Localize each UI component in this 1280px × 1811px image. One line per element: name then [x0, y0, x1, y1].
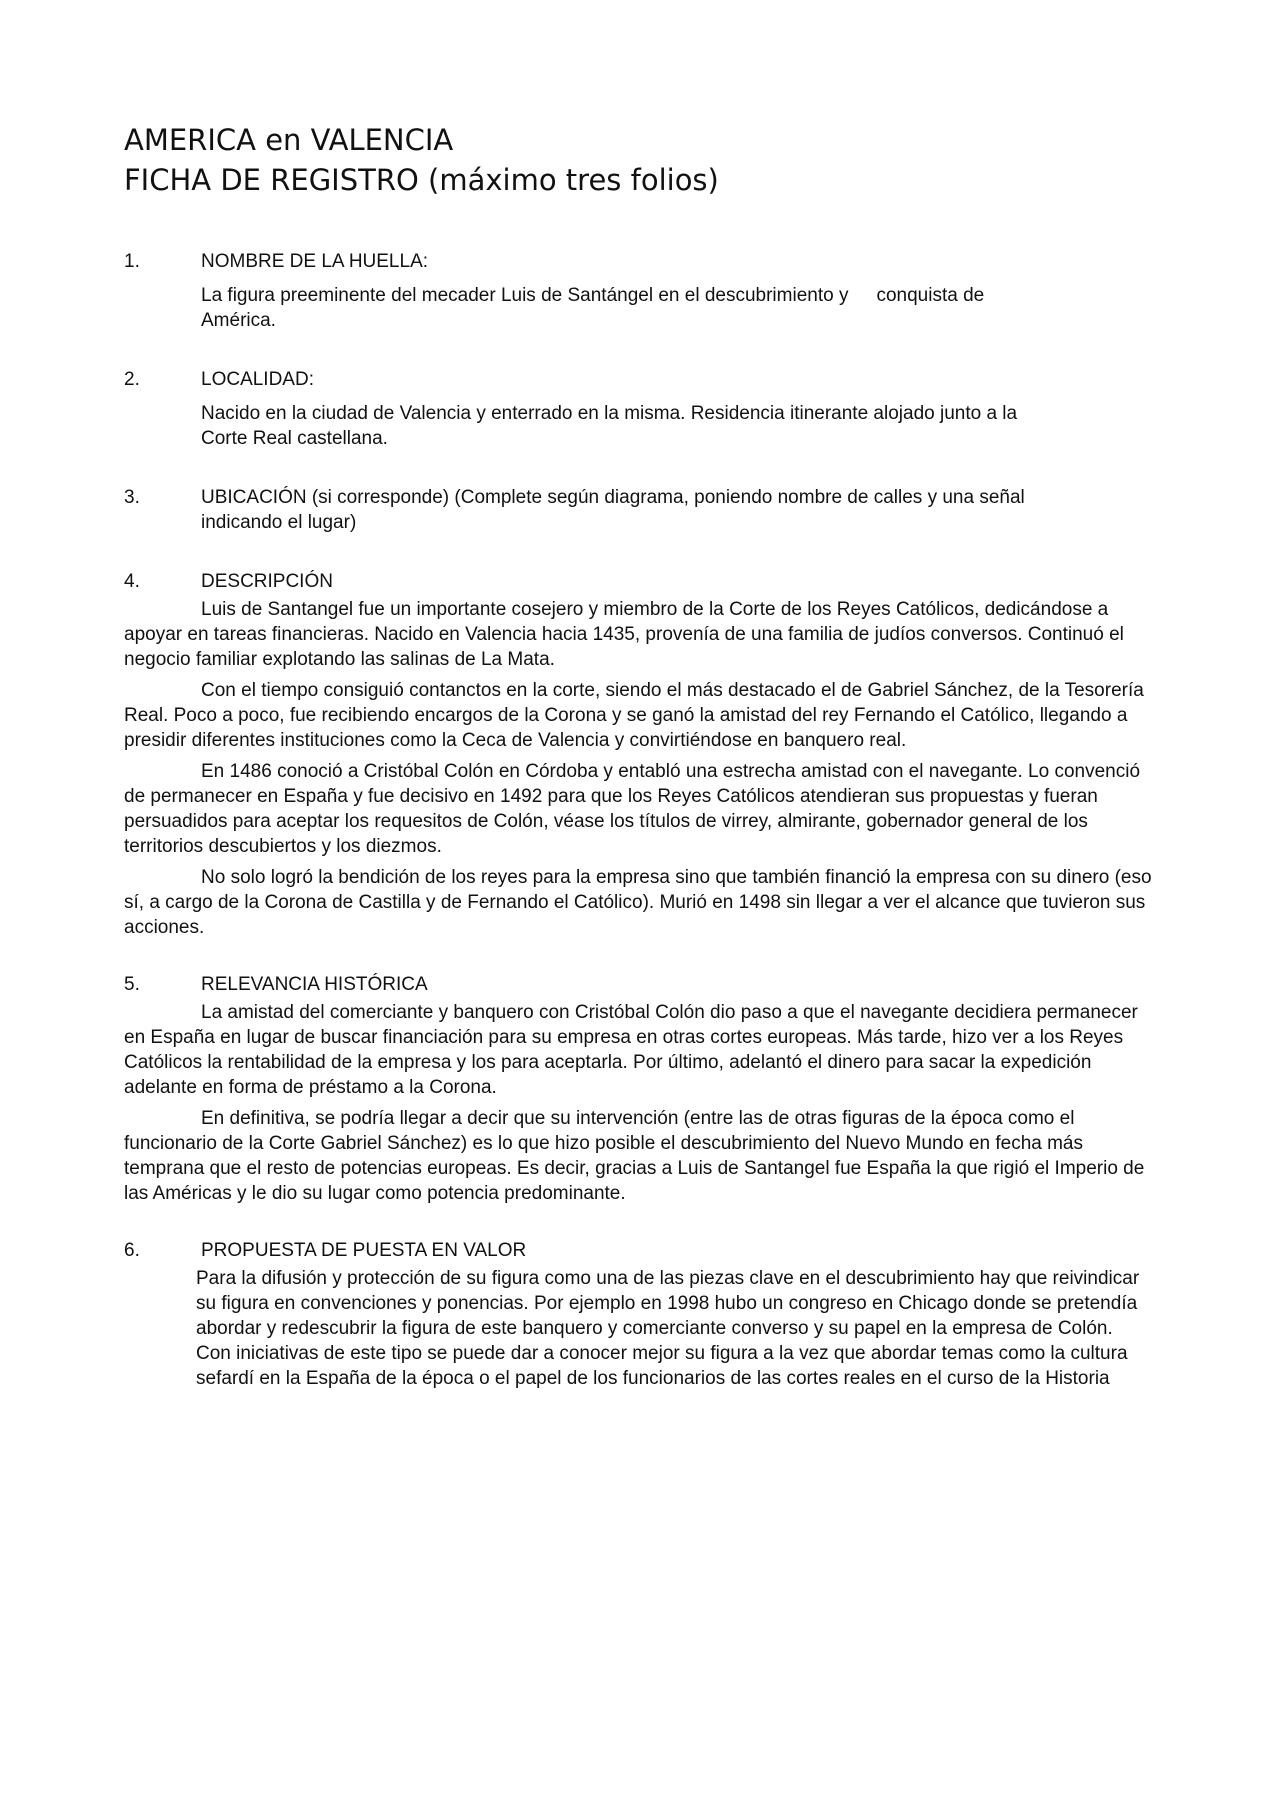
- section-4-label: DESCRIPCIÓN: [201, 571, 333, 592]
- section-2-number: 2.: [124, 369, 140, 390]
- section-1-text: [201, 283, 1164, 333]
- section-2-heading: [124, 367, 1164, 393]
- section-2: [124, 367, 1164, 451]
- section-3-label: UBICACIÓN (si corresponde) (Complete según diagrama, poniendo nombre de calles y una señal: [201, 487, 1025, 508]
- section-6-number: 6.: [124, 1240, 140, 1261]
- section-1: [124, 249, 1164, 333]
- section-3-label-line2: indicando el lugar): [201, 512, 357, 533]
- section-1-text-part2: conquista de: [876, 285, 985, 306]
- section-6-label: PROPUESTA DE PUESTA EN VALOR: [201, 1240, 527, 1261]
- section-6-heading: [124, 1238, 1164, 1264]
- section-1-heading: [124, 249, 1164, 275]
- section-4: [124, 569, 1164, 940]
- section-4-paragraph: En 1486 conoció a Cristóbal Colón en Córdoba y entabló una estrecha amistad con el navegante. Lo convenció de permanecer en España y fue decisivo en 1492 para que los Reyes Católicos atendieran sus propuestas y fueran persuadidos para aceptar los requesitos de Colón, véase los títulos de virrey, almirante, gobernador general de los territorios descubiertos y los diezmos.: [124, 761, 1141, 857]
- section-4-paragraph: Luis de Santangel fue un importante cosejero y miembro de la Corte de los Reyes Católicos, dedicándose a apoyar en tareas financieras. Nacido en Valencia hacia 1435, provenía de una familia de judíos conversos. Continuó el negocio familiar explotando las salinas de La Mata.: [124, 599, 1124, 670]
- section-4-body: [124, 597, 1164, 940]
- section-1-number: 1.: [124, 251, 140, 272]
- section-4-heading: [124, 569, 1164, 595]
- section-4-paragraph: Con el tiempo consiguió contanctos en la corte, siendo el más destacado el de Gabriel Sánchez, de la Tesorería Real. Poco a poco, fue recibiendo encargos de la Corona y se ganó la amistad del rey Fernando el Católico, llegando a presidir diferentes instituciones como la Ceca de Valencia y convirtiéndose en banquero real.: [124, 680, 1144, 751]
- section-1-label: NOMBRE DE LA HUELLA:: [201, 251, 429, 272]
- section-1-text-line2: América.: [201, 310, 276, 331]
- section-6: [124, 1238, 1164, 1391]
- section-5-label: RELEVANCIA HISTÓRICA: [201, 974, 428, 995]
- section-2-text-line2: Corte Real castellana.: [201, 428, 388, 449]
- section-2-text-line1: Nacido en la ciudad de Valencia y enterrado en la misma. Residencia itinerante alojado junto a la: [201, 403, 1018, 424]
- section-5-number: 5.: [124, 974, 140, 995]
- section-5-heading: [124, 972, 1164, 998]
- section-5-body: [124, 1000, 1164, 1206]
- section-4-number: 4.: [124, 571, 140, 592]
- section-3-number: 3.: [124, 487, 140, 508]
- section-5: [124, 972, 1164, 1206]
- section-2-text: [201, 401, 1164, 451]
- section-6-text: Para la difusión y protección de su figura como una de las piezas clave en el descubrimiento hay que reivindicar su figura en convenciones y ponencias. Por ejemplo en 1998 hubo un congreso en Chicago donde se pretendía abordar y redescubrir la figura de este banquero y comerciante converso y su papel en la empresa de Colón. Con iniciativas de este tipo se puede dar a conocer mejor su figura a la vez que abordar temas como la cultura sefardí en la España de la época o el papel de los funcionarios de las cortes reales en el curso de la Historia: [196, 1268, 1140, 1389]
- section-5-paragraph: La amistad del comerciante y banquero con Cristóbal Colón dio paso a que el navegante decidiera permanecer en España en lugar de buscar financiación para su empresa en otras cortes europeas. Más tarde, hizo ver a los Reyes Católicos la rentabilidad de la empresa y los para aceptarla. Por último, adelantó el dinero para sacar la expedición adelante en forma de préstamo a la Corona.: [124, 1002, 1138, 1098]
- section-3: [124, 485, 1164, 535]
- title-line-2: FICHA DE REGISTRO (máximo tres folios): [124, 163, 719, 197]
- title-line-1: AMERICA en VALENCIA: [124, 123, 454, 157]
- document-title: [124, 120, 1164, 200]
- section-3-heading: [124, 485, 1164, 511]
- section-5-paragraph: En definitiva, se podría llegar a decir que su intervención (entre las de otras figuras de la época como el funcionario de la Corte Gabriel Sánchez) es lo que hizo posible el descubrimiento del Nuevo Mundo en fecha más temprana que el resto de potencias europeas. Es decir, gracias a Luis de Santangel fue España la que rigió el Imperio de las Américas y le dio su lugar como potencia predominante.: [124, 1108, 1145, 1204]
- section-1-text-part1: La figura preeminente del mecader Luis de Santángel en el descubrimiento y: [201, 285, 849, 306]
- document-page: [124, 120, 1164, 1391]
- section-2-label: LOCALIDAD:: [201, 369, 314, 390]
- section-4-paragraph: No solo logró la bendición de los reyes para la empresa sino que también financió la empresa con su dinero (eso sí, a cargo de la Corona de Castilla y de Fernando el Católico). Murió en 1498 sin llegar a ver el alcance que tuvieron sus acciones.: [124, 867, 1152, 938]
